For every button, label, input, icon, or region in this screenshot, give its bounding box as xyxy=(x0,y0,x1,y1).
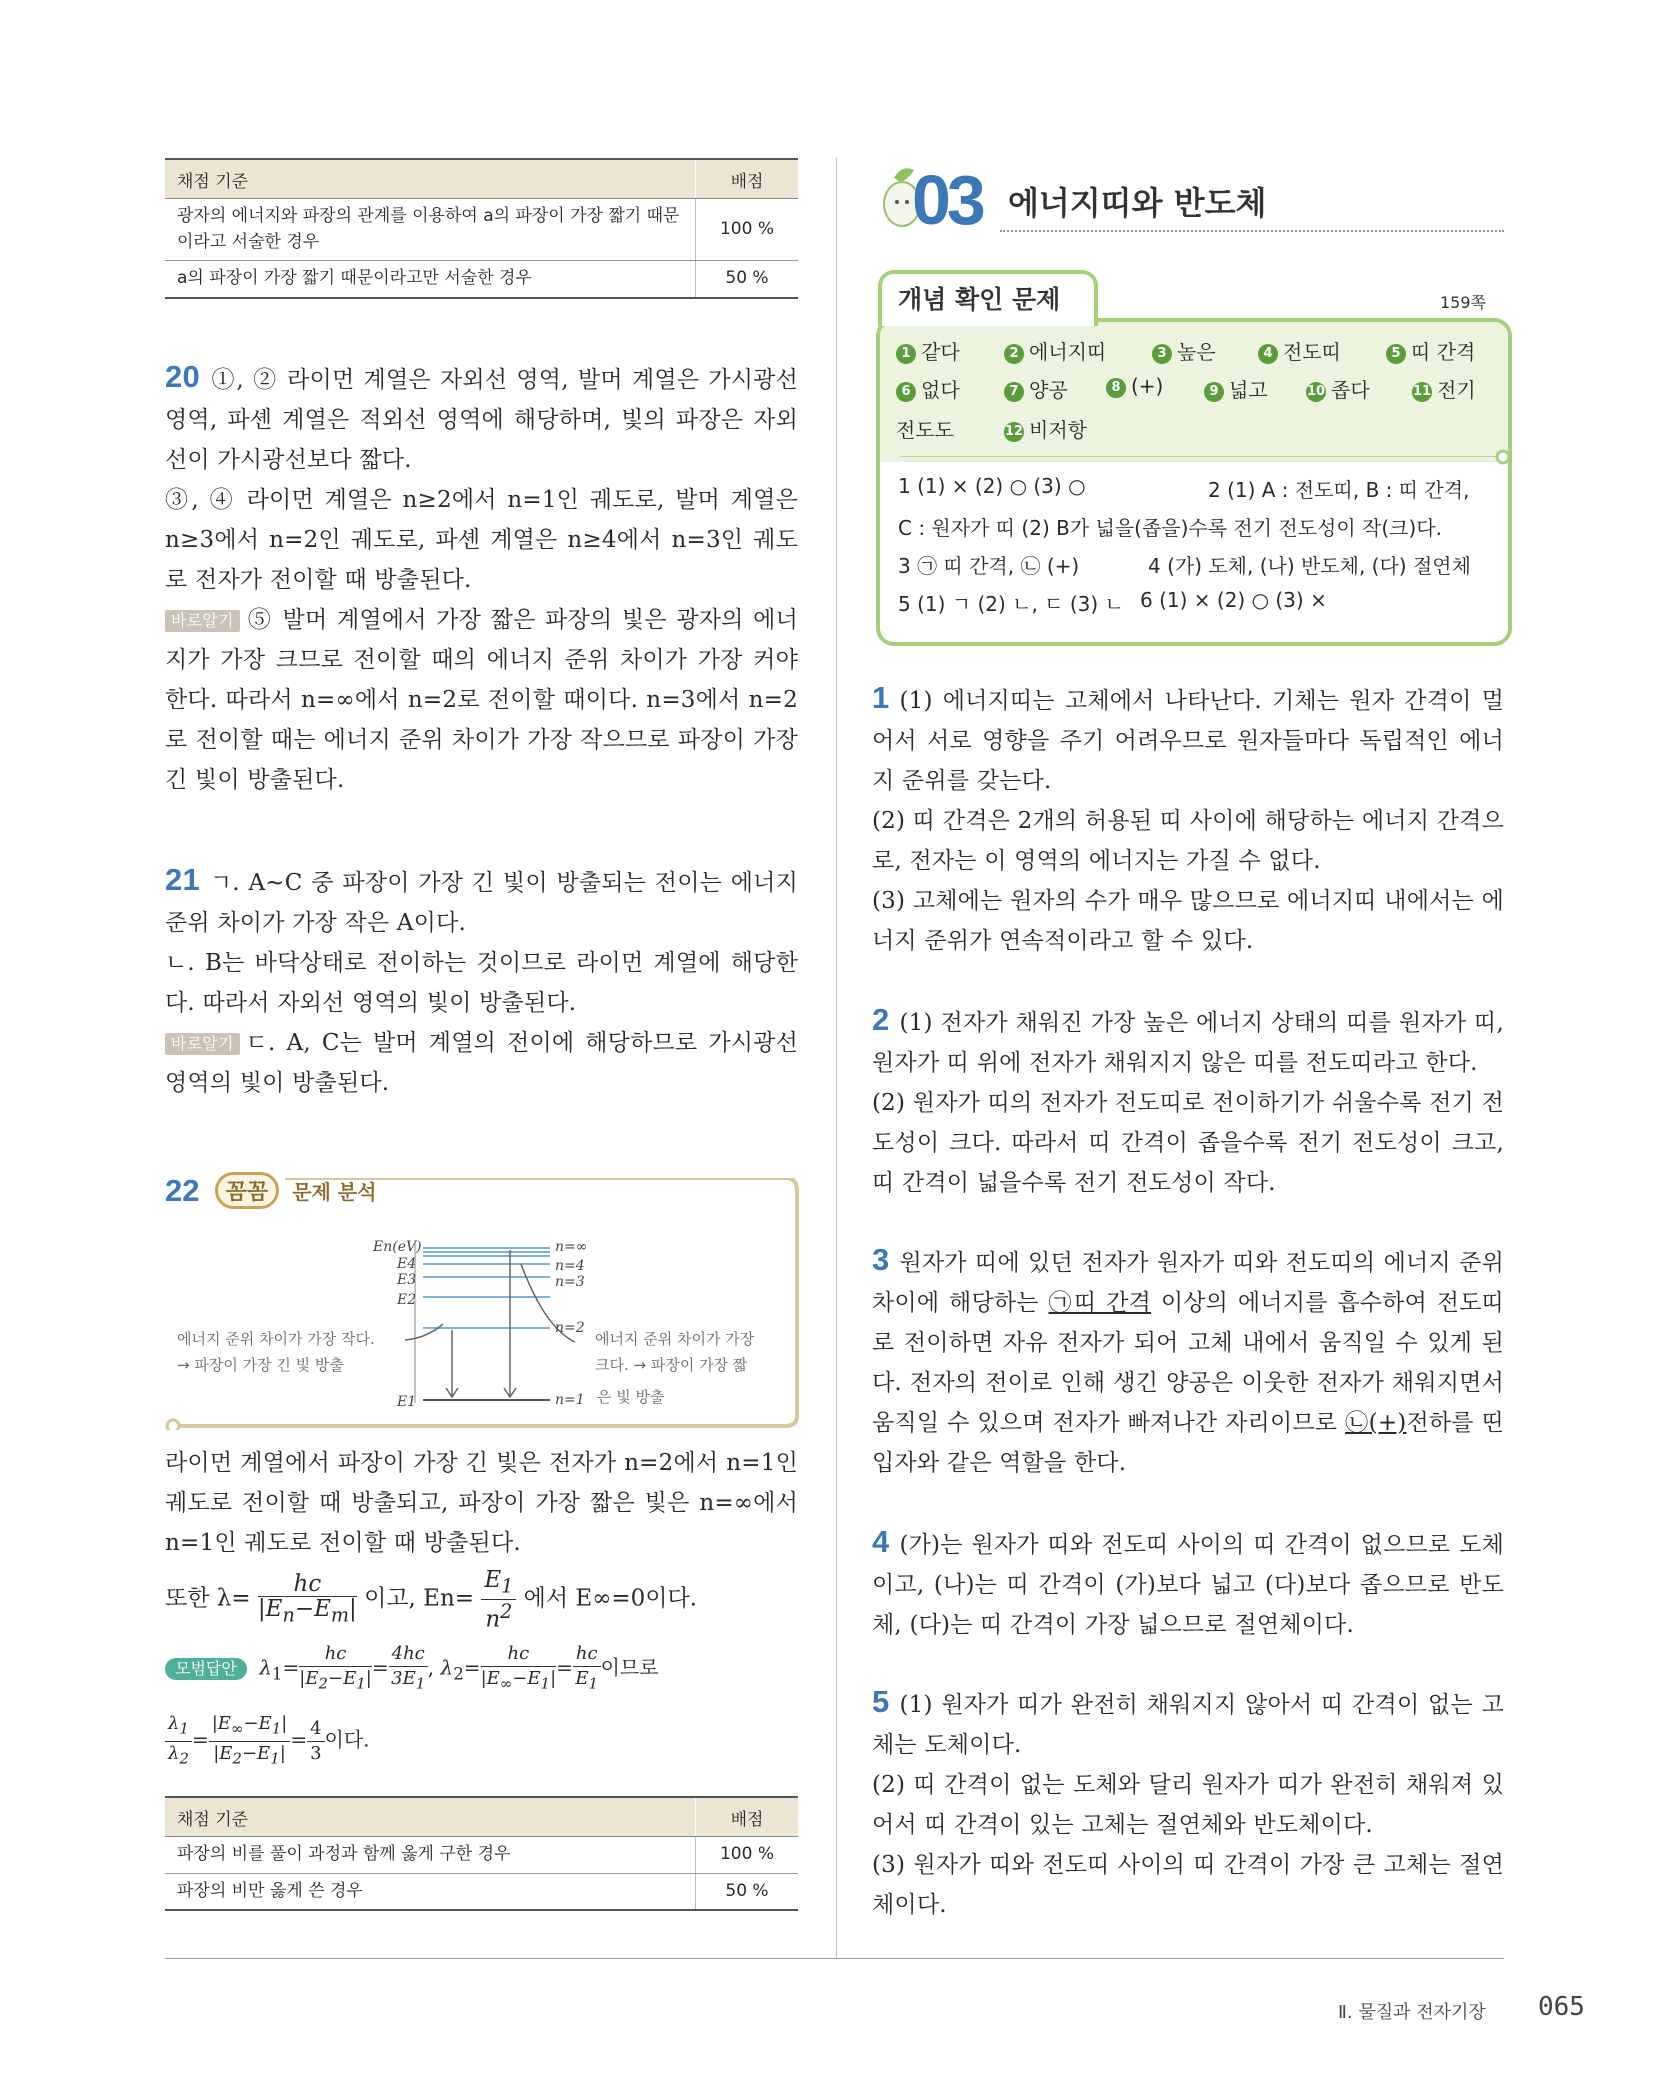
table-row xyxy=(165,261,798,298)
blank-answer: 2 에너지띠 xyxy=(1004,336,1106,365)
q20-text-2: ③, ④ 라이먼 계열은 n≥2에서 n=1인 궤도로, 발머 계열은 n≥3에서 n=2인 궤도로, 파셴 계열은 n≥4에서 n=3인 궤도로 전자가 전이할 때 방출된다. xyxy=(165,487,798,593)
detail-badge: 꼼꼼 xyxy=(215,1172,280,1209)
n-label: n=1 xyxy=(555,1392,585,1408)
correction-tag: 바로알기 xyxy=(165,1033,240,1055)
footer-rule xyxy=(165,1958,1504,1959)
blank-answer: 5 띠 간격 xyxy=(1386,336,1475,365)
blank-answer: 12 비저항 xyxy=(1004,418,1087,442)
n-label: n=4 xyxy=(555,1258,585,1274)
level-label: E1 xyxy=(397,1394,417,1410)
note-right: 에너지 준위 차이가 가장 xyxy=(595,1330,755,1348)
table-header: 배점 xyxy=(696,1797,799,1837)
q21-text-1: ㄱ. A~C 중 파장이 가장 긴 빛이 방출되는 전이는 에너지 준위 차이가 가장 작은 A이다. xyxy=(165,870,798,936)
blank-answer: 8 (+) xyxy=(1106,374,1163,398)
formula-text: 이고, En= xyxy=(364,1585,475,1612)
explanation-4: 4 (가)는 원자가 띠와 전도띠 사이의 띠 간격이 없으므로 도체이고, (나)는 띠 간격이 (가)보다 넓고 (다)보다 좁으므로 반도체, (다)는 띠 간격이 가장 넓으므로 절연체이다. xyxy=(872,1524,1504,1638)
correction-tag: 바로알기 xyxy=(165,610,240,632)
energy-level-diagram xyxy=(165,1178,805,1430)
table-cell: 100 % xyxy=(696,1837,799,1874)
section-number: 03 xyxy=(912,161,982,239)
formula-text: 에서 E∞=0이다. xyxy=(523,1585,698,1612)
q21-text-3: ㄷ. A, C는 발머 계열의 전이에 해당하므로 가시광선 영역의 빛이 방출된다. xyxy=(165,1030,798,1096)
concept-heading: 개념 확인 문제 xyxy=(898,285,1061,314)
blank-answer: 6 없다 xyxy=(896,374,960,403)
table-row xyxy=(165,199,798,261)
answer-4: 4 (가) 도체, (나) 반도체, (다) 절연체 xyxy=(1148,554,1471,578)
q22-formula-1: 또한 λ= $\frac{hc}{|E_n-E_m|}$ 이고, En= $\frac{E_1}{n^2}$ 에서 E∞=0이다. xyxy=(165,1567,698,1633)
scoring-table-1 xyxy=(165,158,798,299)
answer-2-cont: C : 원자가 띠 (2) B가 넓을(좁을)수록 전기 전도성이 작(크)다. xyxy=(898,516,1442,540)
blank-answer: 1 같다 xyxy=(896,336,960,365)
question-number: 20 xyxy=(165,359,200,394)
level-label: E4 xyxy=(397,1256,417,1272)
blank-answer: 4 전도띠 xyxy=(1258,336,1341,365)
n-label: n=∞ xyxy=(555,1239,588,1255)
n-label: n=3 xyxy=(555,1274,585,1290)
question-number: 3 xyxy=(872,1242,890,1277)
page-reference: 159쪽 xyxy=(1440,293,1486,312)
blank-answer-continued: 전도도 xyxy=(896,418,954,442)
footer-chapter: Ⅱ. 물질과 전자기장 xyxy=(1338,2002,1486,2023)
model-answer: 모범답안 $\lambda_1=$ $\frac{hc}{|E_2-E_1|}$ = $\frac{4hc}{3E_1}$ , $\lambda_2=$ $\frac{hc}{|E_\infty-E_1|}$ = $\frac{hc}{E_1}$ 이므로 xyxy=(165,1642,659,1696)
explanation-1: 1 (1) 에너지띠는 고체에서 나타난다. 기체는 원자 간격이 멀어서 서로 영향을 주기 어려우므로 원자들마다 독립적인 에너지 준위를 갖는다. (2) 띠 간격은 2개의 허용된 띠 사이에 해당하는 에너지 간격으로, 전자는 이 영역의 에너지는 가질 수 없다. (3) 고체에는 원자의 수가 매우 많으므로 에너지띠 내에서는 에너지 준위가 연속적이라고 할 수 있다. xyxy=(872,680,1504,954)
table-header: 배점 xyxy=(696,159,799,199)
table-row xyxy=(165,1837,798,1874)
concept-separator xyxy=(900,456,1508,457)
column-divider xyxy=(836,158,837,1958)
note-left: 에너지 준위 차이가 가장 작다. xyxy=(177,1330,375,1348)
table-cell: 50 % xyxy=(696,261,799,298)
section-title: 에너지띠와 반도체 xyxy=(1008,184,1267,222)
question-20 xyxy=(165,357,798,800)
blank-answer: 3 높은 xyxy=(1152,336,1216,365)
q22-text: 라이먼 계열에서 파장이 가장 긴 빛은 전자가 n=2에서 n=1인 궤도로 전이할 때 방출되고, 파장이 가장 짧은 빛은 n=∞에서 n=1인 궤도로 전이할 때 방출된다. xyxy=(165,1450,798,1556)
explanation-5: 5 (1) 원자가 띠가 완전히 채워지지 않아서 띠 간격이 없는 고체는 도체이다. (2) 띠 간격이 없는 도체와 달리 원자가 띠가 완전히 채워져 있어서 띠 간격이 있는 고체는 절연체와 반도체이다. (3) 원자가 띠와 전도띠 사이의 띠 간격이 가장 큰 고체는 절연체이다. xyxy=(872,1684,1504,1918)
blank-answer: 9 넓고 xyxy=(1204,374,1268,403)
answer-3: 3 ㉠ 띠 간격, ㉡ (+) xyxy=(898,554,1080,578)
note-right: 은 빛 방출 xyxy=(597,1388,665,1406)
formula-text: 또한 λ= xyxy=(165,1585,251,1612)
question-21 xyxy=(165,860,798,1103)
ratio-formula: $\frac{\lambda_1}{\lambda_2}$ = $\frac{|E_\infty-E_1|}{|E_2-E_1|}$ = $\frac{4}{3}$ 이다. xyxy=(165,1712,370,1770)
question-number: 1 xyxy=(872,680,890,715)
formula-text: 이다. xyxy=(324,1727,370,1752)
table-cell: 50 % xyxy=(696,1873,799,1910)
table-header: 채점 기준 xyxy=(165,159,696,199)
scoring-table-2 xyxy=(165,1796,798,1911)
question-number: 2 xyxy=(872,1002,890,1037)
q21-text-2: ㄴ. B는 바닥상태로 전이하는 것이므로 라이먼 계열에 해당한다. 따라서 자외선 영역의 빛이 방출된다. xyxy=(165,950,798,1016)
answer-2: 2 (1) A : 전도띠, B : 띠 간격, xyxy=(1208,478,1470,502)
axis-label: En(eV) xyxy=(373,1239,422,1255)
table-cell: 100 % xyxy=(696,199,799,261)
answer-1: 1 (1) × (2) ○ (3) ○ xyxy=(898,474,1086,498)
question-number: 22 xyxy=(165,1172,200,1208)
q20-text-3: ⑤ 발머 계열에서 가장 짧은 파장의 빛은 광자의 에너지가 가장 크므로 전이할 때의 에너지 준위 차이가 가장 커야 한다. 따라서 n=∞에서 n=2로 전이할 때이다. n=3에서 n=2로 전이할 때는 에너지 준위 차이가 가장 작으므로 파장이 가장 긴 빛이 방출된다. xyxy=(165,607,798,793)
n-label: n=2 xyxy=(555,1320,585,1336)
table-header: 채점 기준 xyxy=(165,1797,696,1837)
question-number: 21 xyxy=(165,862,200,897)
level-label: E2 xyxy=(397,1292,417,1308)
connector-dot-icon xyxy=(1494,448,1512,466)
title-underline xyxy=(1000,230,1504,232)
blank-answer: 11 전기 xyxy=(1412,378,1476,402)
explanation-3: 3 원자가 띠에 있던 전자가 원자가 띠와 전도띠의 에너지 준위 차이에 해당하는 ㉠띠 간격 이상의 에너지를 흡수하여 전도띠로 전이하면 자유 전자가 되어 고체 내에서 움직일 수 있게 된다. 전자의 전이로 인해 생긴 양공은 이웃한 전자가 채워지면서 움직일 수 있으며 전자가 빠져나간 자리이므로 ㉡(+)전하를 띤 입자와 같은 역할을 한다. xyxy=(872,1242,1505,1476)
table-cell: 파장의 비만 옳게 쓴 경우 xyxy=(165,1873,696,1910)
answer-5: 5 (1) ㄱ (2) ㄴ, ㄷ (3) ㄴ xyxy=(898,592,1124,616)
explanation-2: 2 (1) 전자가 채워진 가장 높은 에너지 상태의 띠를 원자가 띠, 원자가 띠 위에 전자가 채워지지 않은 띠를 전도띠라고 한다. (2) 원자가 띠의 전자가 전도띠로 전이하기가 쉬울수록 전기 전도성이 크다. 따라서 띠 간격이 좁을수록 전기 전도성이 크고, 띠 간격이 넓을수록 전기 전도성이 작다. xyxy=(872,1002,1504,1196)
question-number: 5 xyxy=(872,1684,890,1719)
q20-text-1: ①, ② 라이먼 계열은 자외선 영역, 발머 계열은 가시광선 영역, 파셴 계열은 적외선 영역에 해당하며, 빛의 파장은 자외선이 가시광선보다 짧다. xyxy=(165,367,798,473)
model-answer-tag: 모범답안 xyxy=(165,1658,247,1680)
note-left: → 파장이 가장 긴 빛 방출 xyxy=(177,1356,344,1374)
level-label: E3 xyxy=(397,1272,417,1288)
formula-text: 이므로 xyxy=(600,1655,659,1680)
analysis-title: 문제 분석 xyxy=(292,1180,377,1204)
answer-6: 6 (1) × (2) ○ (3) × xyxy=(1140,588,1327,612)
note-right: 크다. → 파장이 가장 짧 xyxy=(595,1356,748,1374)
table-row xyxy=(165,1873,798,1910)
blank-answer: 7 양공 xyxy=(1004,374,1068,403)
table-cell: a의 파장이 가장 짧기 때문이라고만 서술한 경우 xyxy=(165,261,696,298)
blank-answer: 10 좁다 xyxy=(1306,378,1370,402)
page-number: 065 xyxy=(1538,1992,1585,2022)
table-cell: 광자의 에너지와 파장의 관계를 이용하여 a의 파장이 가장 짧기 때문 이라고 서술한 경우 xyxy=(165,199,696,261)
question-number: 4 xyxy=(872,1524,890,1559)
table-cell: 파장의 비를 풀이 과정과 함께 옳게 구한 경우 xyxy=(165,1837,696,1874)
